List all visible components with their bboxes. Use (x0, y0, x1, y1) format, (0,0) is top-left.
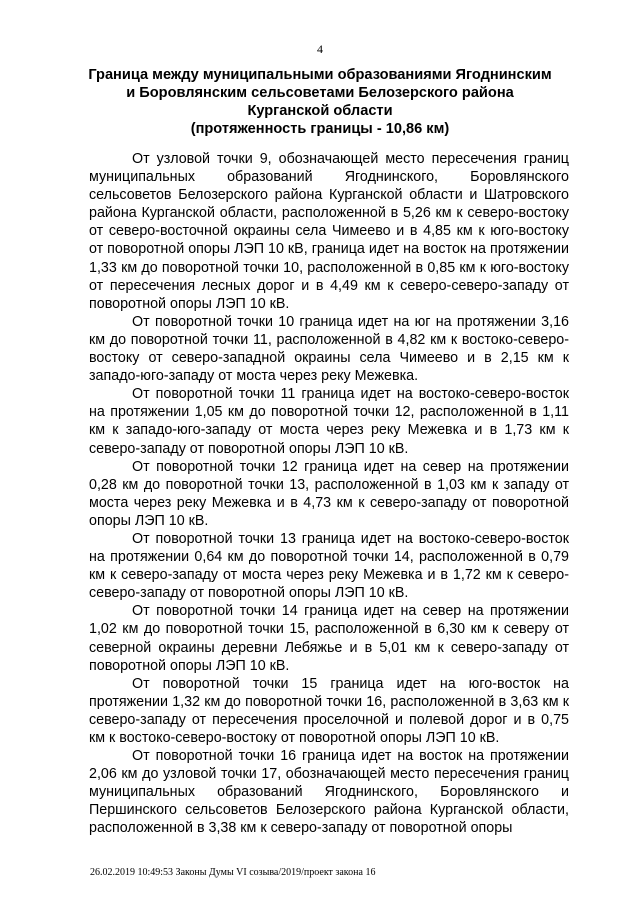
document-footer: 26.02.2019 10:49:53 Законы Думы VI созыва/2019/проект закона 16 (90, 867, 376, 878)
paragraph: От поворотной точки 16 граница идет на восток на протяжении 2,06 км до узловой точки 17, обозначающей место пересечения границ муниципальных образований Ягоднинского, Боровлянского и Першинского сельсоветов Белозерского района Курганской области, расположенной в 3,38 км к северо-западу от поворотной опоры (89, 748, 569, 837)
paragraph: От поворотной точки 13 граница идет на востоко-северо-восток на протяжении 0,64 км до поворотной точки 14, расположенной в 0,79 км к северо-западу от моста через реку Межевка и в 1,72 км к северо-северо-западу от поворотной опоры ЛЭП 10 кВ. (89, 530, 569, 602)
title-line: Курганской области (247, 103, 393, 119)
paragraph: От поворотной точки 14 граница идет на север на протяжении 1,02 км до поворотной точки 15, расположенной в 6,30 км к северу от северной окраины деревни Лебяжье и в 5,01 км к северо-западу от поворотной опоры ЛЭП 10 кВ. (89, 603, 569, 674)
paragraph: От поворотной точки 10 граница идет на юг на протяжении 3,16 км до поворотной точки 11, расположенной в 4,82 км к востоко-северо-востоку от северо-западной окраины села Чимеево и в 2,15 км к западо-юго-западу от моста через реку Межевка. (89, 313, 569, 385)
page-number: 4 (317, 42, 323, 56)
title-line: Граница между муниципальными образованиями Ягоднинским (88, 67, 552, 83)
title-line: и Боровлянским сельсоветами Белозерского района (126, 85, 514, 101)
document-title (70, 66, 570, 138)
paragraph: От поворотной точки 11 граница идет на востоко-северо-восток на протяжении 1,05 км до поворотной точки 12, расположенной в 1,11 км к западо-юго-западу от моста через реку Межевка и в 1,73 км к северо-западу от поворотной опоры ЛЭП 10 кВ. (89, 386, 569, 457)
paragraph: От поворотной точки 15 граница идет на юго-восток на протяжении 1,32 км до поворотной точки 16, расположенной в 3,63 км к северо-западу от пересечения проселочной и полевой дорог и в 0,75 км к востоко-северо-востоку от поворотной опоры ЛЭП 10 кВ. (89, 675, 569, 746)
paragraph: От узловой точки 9, обозначающей место пересечения границ муниципальных образований Ягоднинского, Боровлянского сельсоветов Белозерского района Курганской области и Шатровского района Курганской области, расположенной в 5,26 км к северо-востоку от северо-восточной окраины села Чимеево и в 4,85 км к юго-востоку от поворотной опоры ЛЭП 10 кВ, граница идет на восток на протяжении 1,33 км до поворотной точки 10, расположенной в 0,85 км к юго-востоку от пересечения лесных дорог и в 4,49 км к северо-северо-западу от поворотной опоры ЛЭП 10 кВ. (89, 151, 569, 312)
title-line-length: (протяженность границы - 10,86 км) (190, 121, 450, 137)
document-body (89, 150, 569, 838)
paragraph: От поворотной точки 12 граница идет на север на протяжении 0,28 км до поворотной точки 13, расположенной в 1,03 км к западу от моста через реку Межевка и в 4,73 км к северо-западу от поворотной опоры ЛЭП 10 кВ. (89, 458, 569, 529)
